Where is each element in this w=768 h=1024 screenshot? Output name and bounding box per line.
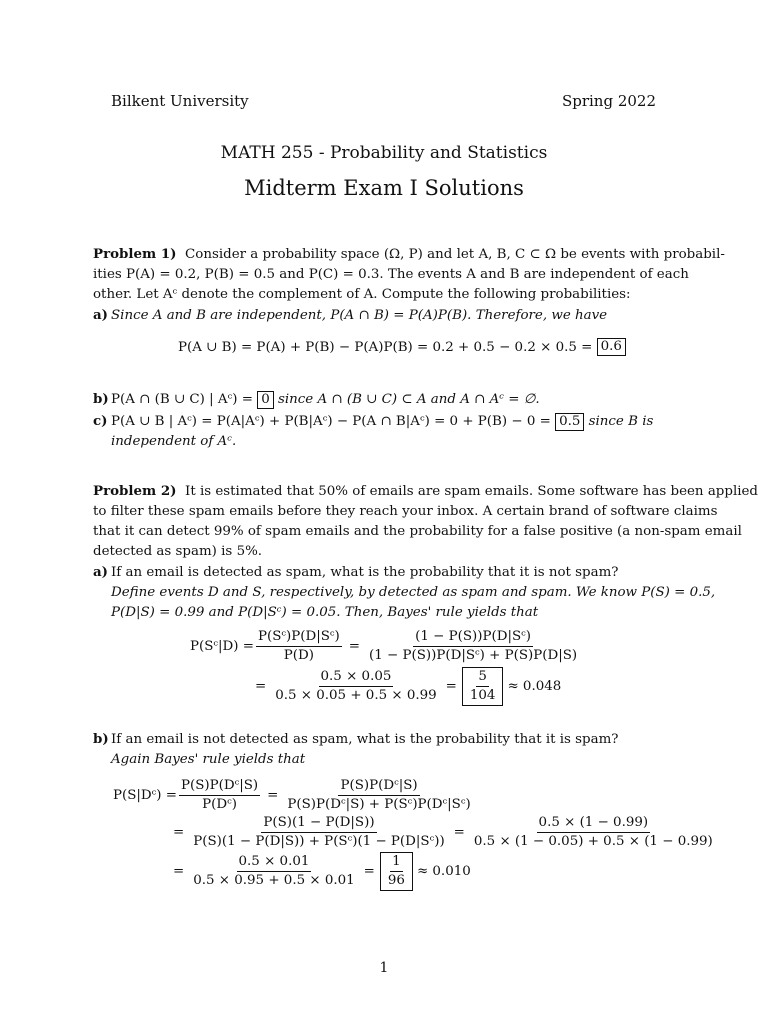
- problem-1-line-2: ities P(A) = 0.2, P(B) = 0.5 and P(C) = 0.3. The events A and B are independent of each: [93, 267, 689, 282]
- equals-sign: =: [453, 825, 465, 840]
- problem-1-label: Problem 1): [93, 246, 177, 262]
- problem-2b-equation-row-1: [113, 778, 475, 813]
- problem-2b-answer: [380, 852, 413, 891]
- numerator: P(Sᶜ)P(D|Sᶜ): [256, 629, 342, 647]
- equals-sign: =: [445, 679, 457, 694]
- equation-lhs: P(S|Dᶜ) =: [113, 788, 177, 803]
- problem-1b: [93, 389, 675, 410]
- page-number: 1: [379, 960, 389, 976]
- problem-2-line-2: to filter these spam emails before they reach your inbox. A certain brand of software claims: [93, 504, 718, 519]
- problem-1a-equation-text: P(A ∪ B) = P(A) + P(B) − P(A)P(B) = 0.2 + 0.5 − 0.2 × 0.5 =: [178, 339, 593, 355]
- problem-1c-post: since B is: [588, 414, 654, 429]
- equals-sign: =: [173, 825, 185, 840]
- fraction: [367, 629, 579, 664]
- numerator: P(S)(1 − P(D|S)): [261, 815, 376, 833]
- fraction: [273, 669, 438, 704]
- equals-sign: =: [255, 679, 267, 694]
- denominator: P(Dᶜ): [202, 797, 237, 812]
- approximation: ≈ 0.048: [507, 679, 562, 694]
- numerator: 0.5 × 0.05: [319, 669, 394, 687]
- problem-2a-answer: [462, 667, 504, 706]
- part-a-label: a): [93, 307, 109, 323]
- fraction: [191, 854, 356, 889]
- problem-2b-equation-row-3: [168, 852, 471, 891]
- part-b-label: b): [93, 391, 109, 407]
- problem-2a-equation-row-1: [190, 629, 581, 664]
- exam-title: Midterm Exam I Solutions: [244, 176, 524, 200]
- problem-1b-pre: P(A ∩ (B ∪ C) | Aᶜ) =: [111, 392, 253, 407]
- denominator: P(S)P(Dᶜ|S) + P(Sᶜ)P(Dᶜ|Sᶜ): [287, 797, 471, 812]
- problem-1: [93, 244, 725, 326]
- equation-lhs: P(Sᶜ|D) =: [190, 639, 254, 654]
- problem-1a-equation: [178, 338, 626, 356]
- denominator: P(D): [283, 648, 314, 663]
- fraction: [285, 778, 472, 813]
- fraction: [191, 815, 446, 850]
- problem-1c-line-2: independent of Aᶜ.: [111, 434, 237, 449]
- denominator: (1 − P(S))P(D|Sᶜ) + P(S)P(D|S): [369, 648, 578, 663]
- problem-2a-solution-line-2: P(D|S) = 0.99 and P(D|Sᶜ) = 0.05. Then, Bayes' rule yields that: [111, 605, 539, 620]
- denominator: P(S)(1 − P(D|S)) + P(Sᶜ)(1 − P(D|Sᶜ)): [193, 834, 445, 849]
- problem-1a: [93, 305, 675, 326]
- problem-1c: [93, 411, 675, 432]
- equals-sign: =: [348, 639, 361, 654]
- equals-sign: =: [363, 864, 375, 879]
- problem-1c-answer: 0.5: [555, 413, 584, 431]
- problem-2-line-1: [93, 481, 759, 502]
- problem-2-line-3: that it can detect 99% of spam emails and the probability for a false positive (a non-spam email: [93, 524, 742, 539]
- part-a-label: a): [93, 564, 109, 580]
- problem-1b-answer: 0: [257, 391, 274, 409]
- equals-sign: =: [173, 864, 185, 879]
- problem-2a-equation-row-2: [250, 667, 561, 706]
- problem-2b: [93, 729, 675, 770]
- term-label: Spring 2022: [561, 92, 656, 110]
- numerator: 0.5 × 0.01: [237, 854, 312, 872]
- problem-1-bc: [93, 389, 675, 452]
- problem-2-label: Problem 2): [93, 483, 177, 499]
- problem-1-line-3: other. Let Aᶜ denote the complement of A. Compute the following probabilities:: [93, 287, 631, 302]
- fraction: [256, 629, 342, 664]
- problem-2b-question: [93, 729, 675, 750]
- problem-1a-text: Since A and B are independent, P(A ∩ B) = P(A)P(B). Therefore, we have: [111, 308, 608, 323]
- fraction: [179, 778, 260, 813]
- problem-1b-post: since A ∩ (B ∪ C) ⊂ A and A ∩ Aᶜ = ∅.: [278, 392, 540, 407]
- problem-2b-equation-row-2: [168, 815, 717, 850]
- denominator: 0.5 × 0.95 + 0.5 × 0.01: [193, 873, 355, 888]
- denominator: 0.5 × 0.05 + 0.5 × 0.99: [275, 688, 437, 703]
- denominator: 0.5 × (1 − 0.05) + 0.5 × (1 − 0.99): [473, 834, 713, 849]
- course-title: MATH 255 - Probability and Statistics: [220, 143, 548, 163]
- numerator: P(S)P(Dᶜ|S): [179, 778, 260, 796]
- fraction: [472, 815, 715, 850]
- problem-2a-question: [93, 562, 675, 583]
- equals-sign: =: [267, 788, 279, 803]
- approximation: ≈ 0.010: [416, 864, 471, 879]
- problem-2b-question-text: If an email is not detected as spam, what is the probability that it is spam?: [111, 732, 619, 747]
- numerator: (1 − P(S))P(D|Sᶜ): [413, 629, 533, 647]
- problem-1-line-1: [93, 244, 725, 265]
- numerator: 1: [390, 854, 403, 872]
- problem-2a-question-text: If an email is detected as spam, what is the probability that it is not spam?: [111, 565, 619, 580]
- denominator: 104: [469, 688, 496, 703]
- problem-2b-solution-line-1: Again Bayes' rule yields that: [111, 752, 306, 767]
- numerator: 0.5 × (1 − 0.99): [537, 815, 651, 833]
- numerator: 5: [476, 669, 489, 687]
- problem-1a-answer: 0.6: [597, 338, 626, 356]
- problem-2a-solution-line-1: Define events D and S, respectively, by detected as spam and spam. We know P(S) = 0.5,: [111, 585, 716, 600]
- answer-fraction: [468, 669, 498, 704]
- problem-2-line-4: detected as spam) is 5%.: [93, 544, 263, 559]
- denominator: 96: [387, 873, 405, 888]
- answer-fraction: [386, 854, 407, 889]
- problem-1-text-1: Consider a probability space (Ω, P) and let A, B, C ⊂ Ω be events with probabil-: [185, 247, 725, 262]
- problem-2-text-1: It is estimated that 50% of emails are spam emails. Some software has been applied: [185, 484, 759, 499]
- part-c-label: c): [93, 413, 108, 429]
- problem-1c-pre: P(A ∪ B | Aᶜ) = P(A|Aᶜ) + P(B|Aᶜ) − P(A ∩ B|Aᶜ) = 0 + P(B) − 0 =: [111, 414, 551, 429]
- problem-2: [93, 481, 759, 623]
- part-b-label: b): [93, 731, 109, 747]
- university-name: Bilkent University: [111, 92, 249, 110]
- numerator: P(S)P(Dᶜ|S): [338, 778, 419, 796]
